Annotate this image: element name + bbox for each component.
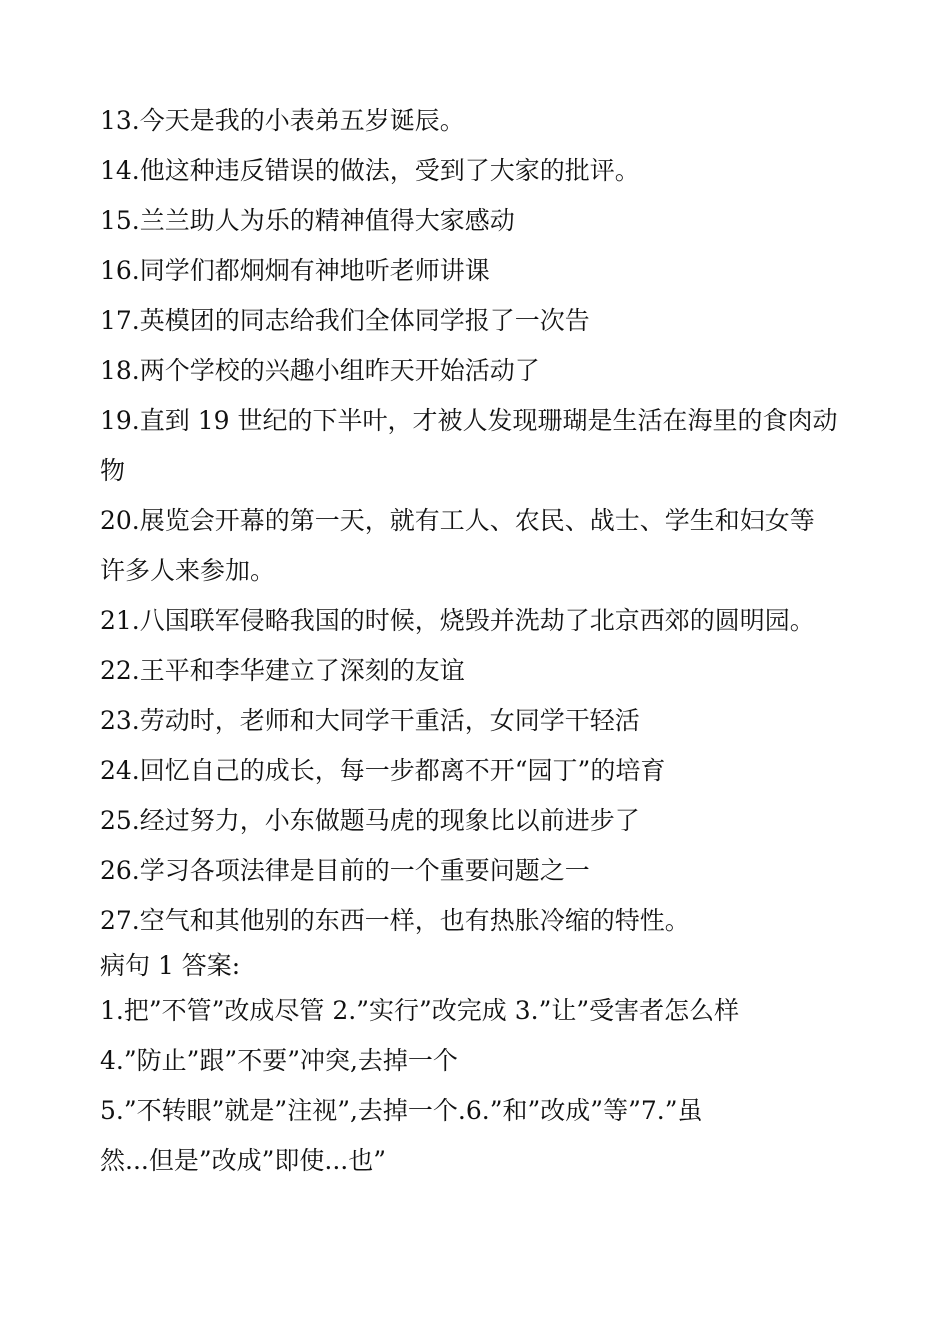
sentence-line: 27.空气和其他别的东西一样，也有热胀冷缩的特性。 [100, 906, 690, 935]
sentence-line: 24.回忆自己的成长，每一步都离不开“园丁”的培育 [100, 756, 666, 785]
sentence-line: 物 [100, 456, 126, 485]
answer-line: 1.把”不管”改成尽管 2.”实行”改完成 3.”让”受害者怎么样 [100, 996, 740, 1025]
answer-heading: 病句 1 答案: [100, 951, 241, 980]
sentence-line: 25.经过努力，小东做题马虎的现象比以前进步了 [100, 806, 640, 835]
sentence-line: 15.兰兰助人为乐的精神值得大家感动 [100, 206, 515, 235]
sentence-line: 20.展览会开幕的第一天，就有工人、农民、战士、学生和妇女等 [100, 506, 815, 535]
sentence-line: 21.八国联军侵略我国的时候，烧毁并洗劫了北京西郊的圆明园。 [100, 606, 815, 635]
sentence-line: 19.直到 19 世纪的下半叶，才被人发现珊瑚是生活在海里的食肉动 [100, 406, 838, 435]
sentence-line: 23.劳动时，老师和大同学干重活，女同学干轻活 [100, 706, 640, 735]
answer-line: 然...但是”改成”即使...也” [100, 1146, 387, 1175]
answer-line: 5.”不转眼”就是”注视”,去掉一个.6.”和”改成”等”7.”虽 [100, 1096, 703, 1125]
sentence-line: 26.学习各项法律是目前的一个重要问题之一 [100, 856, 590, 885]
document-body [100, 96, 845, 1186]
answer-line: 4.”防止”跟”不要”冲突,去掉一个 [100, 1046, 458, 1075]
sentence-line: 14.他这种违反错误的做法，受到了大家的批评。 [100, 156, 640, 185]
sentence-line: 16.同学们都炯炯有神地听老师讲课 [100, 256, 490, 285]
sentence-line: 17.英模团的同志给我们全体同学报了一次告 [100, 306, 590, 335]
sentence-line: 18.两个学校的兴趣小组昨天开始活动了 [100, 356, 540, 385]
sentence-line: 13.今天是我的小表弟五岁诞辰。 [100, 106, 465, 135]
sentence-line: 许多人来参加。 [100, 556, 276, 585]
sentence-line: 22.王平和李华建立了深刻的友谊 [100, 656, 465, 685]
